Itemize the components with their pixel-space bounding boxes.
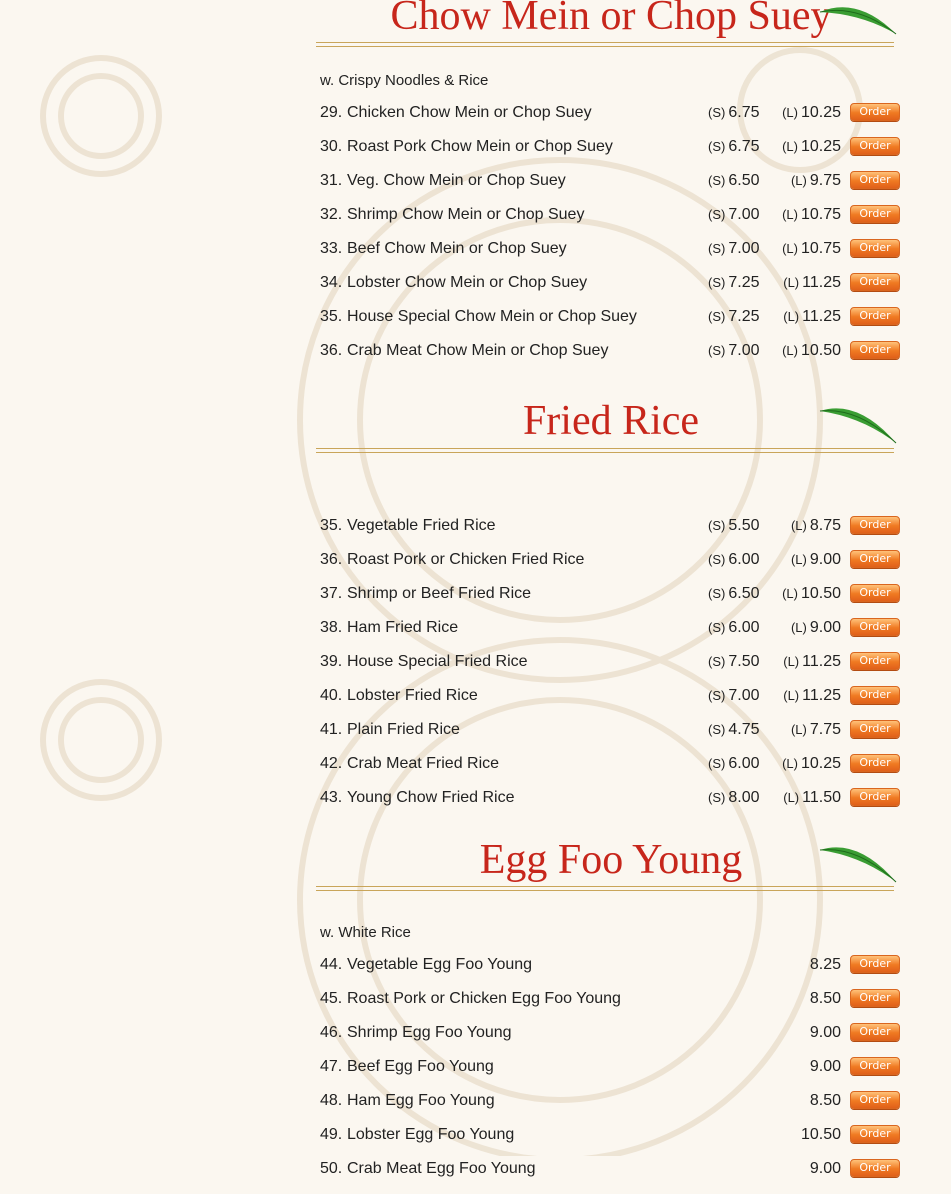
order-button[interactable]: Order [850, 171, 900, 189]
item-name: Vegetable Egg Foo Young [347, 956, 533, 973]
price-small-value: 7.00 [728, 240, 760, 257]
item-name: Chicken Chow Mein or Chop Suey [347, 104, 592, 121]
size-tag-large: (L) [790, 173, 807, 188]
price-large-value: 10.25 [800, 755, 841, 772]
size-tag-large: (L) [790, 722, 807, 737]
price-large [779, 721, 841, 739]
order-button[interactable]: Order [850, 955, 900, 973]
price-large [779, 517, 841, 535]
price-large-value: 9.75 [809, 172, 841, 189]
size-tag-small: (S) [708, 586, 726, 601]
item-number: 40. [320, 687, 343, 704]
section-subtitle: w. White Rice [320, 924, 411, 941]
size-tag-small: (S) [708, 654, 726, 669]
size-tag-large: (L) [783, 688, 800, 703]
item-number: 47. [320, 1058, 343, 1075]
bamboo-leaf-icon [818, 401, 898, 447]
item-number: 35. [320, 308, 343, 325]
menu-item-row [320, 653, 900, 687]
item-name: Crab Meat Fried Rice [347, 755, 500, 772]
menu-item-row [320, 138, 900, 172]
item-number: 43. [320, 789, 343, 806]
price-small [708, 619, 759, 637]
price-small [708, 342, 759, 360]
order-button[interactable]: Order [850, 137, 900, 155]
section-divider [316, 886, 894, 891]
menu-item-row [320, 104, 900, 138]
size-tag-large: (L) [783, 654, 800, 669]
item-number: 49. [320, 1126, 343, 1143]
item-name: Shrimp or Beef Fried Rice [347, 585, 532, 602]
size-tag-large: (L) [783, 275, 800, 290]
price-large [779, 789, 841, 807]
item-name: Crab Meat Egg Foo Young [347, 1160, 536, 1177]
size-tag-large: (L) [782, 105, 798, 120]
item-number: 41. [320, 721, 343, 738]
price-large-value: 10.75 [800, 206, 841, 223]
price-small [708, 240, 759, 258]
menu-item-row [320, 517, 900, 551]
bamboo-leaf-icon [818, 840, 898, 886]
price-large [779, 240, 841, 258]
price-large-value: 11.25 [802, 653, 841, 670]
price-small [708, 653, 759, 671]
section-chow-mein [316, 0, 906, 359]
price-small-value: 4.75 [728, 721, 760, 738]
size-tag-small: (S) [708, 688, 726, 703]
item-name: Young Chow Fried Rice [347, 789, 515, 806]
order-button[interactable]: Order [850, 989, 900, 1007]
price-large-value: 10.50 [800, 342, 841, 359]
item-name: Plain Fried Rice [347, 721, 460, 738]
size-tag-small: (S) [708, 518, 726, 533]
price-small [708, 789, 759, 807]
price-small [708, 308, 759, 326]
price-large-value: 11.50 [802, 789, 841, 806]
size-tag-large: (L) [790, 620, 807, 635]
order-button[interactable]: Order [850, 1057, 900, 1075]
item-name: Shrimp Egg Foo Young [347, 1024, 512, 1041]
price-small [708, 206, 759, 224]
size-tag-large: (L) [782, 139, 798, 154]
menu-item-row [320, 755, 900, 789]
order-button[interactable]: Order [850, 618, 900, 636]
order-button[interactable]: Order [850, 720, 900, 738]
item-name: Roast Pork or Chicken Egg Foo Young [347, 990, 621, 1007]
order-button[interactable]: Order [850, 652, 900, 670]
section-fried-rice [316, 397, 906, 806]
price-large-value: 11.25 [802, 308, 841, 325]
menu-item-row [320, 687, 900, 721]
price-small-value: 6.00 [728, 551, 760, 568]
size-tag-small: (S) [708, 241, 726, 256]
item-number: 36. [320, 551, 343, 568]
price-small-value: 6.75 [728, 138, 760, 155]
menu-item-row [320, 1092, 900, 1126]
price-small-value: 6.00 [728, 755, 760, 772]
item-number: 34. [320, 274, 343, 291]
item-name: Veg. Chow Mein or Chop Suey [347, 172, 566, 189]
price-small [708, 104, 759, 122]
size-tag-large: (L) [790, 552, 807, 567]
size-tag-large: (L) [782, 241, 798, 256]
price-small-value: 5.50 [728, 517, 760, 534]
item-price: 9.00 [809, 1024, 841, 1041]
price-small [708, 755, 759, 773]
price-small-value: 6.75 [728, 104, 760, 121]
price-small-value: 6.00 [728, 619, 760, 636]
price-large [779, 585, 841, 603]
item-name: Lobster Fried Rice [347, 687, 478, 704]
size-tag-large: (L) [783, 309, 800, 324]
order-button[interactable]: Order [850, 584, 900, 602]
price-small-value: 8.00 [728, 789, 760, 806]
size-tag-small: (S) [708, 105, 726, 120]
price-small-value: 7.50 [728, 653, 760, 670]
item-name: Lobster Chow Mein or Chop Suey [347, 274, 588, 291]
item-name: Ham Fried Rice [347, 619, 459, 636]
menu-item-row [320, 172, 900, 206]
size-tag-small: (S) [708, 139, 726, 154]
order-button[interactable]: Order [850, 1159, 900, 1177]
price-small-value: 7.00 [728, 206, 760, 223]
size-tag-small: (S) [708, 173, 726, 188]
price-large-value: 11.25 [802, 687, 841, 704]
size-tag-large: (L) [783, 790, 800, 805]
menu-item-row [320, 1058, 900, 1092]
menu-item-row [320, 206, 900, 240]
menu-item-row [320, 1126, 900, 1160]
item-price: 10.50 [800, 1126, 841, 1143]
menu-item-row [320, 789, 900, 823]
price-large [779, 551, 841, 569]
item-price: 9.00 [809, 1160, 841, 1177]
size-tag-small: (S) [708, 790, 726, 805]
item-number: 33. [320, 240, 343, 257]
price-large-value: 9.00 [809, 551, 841, 568]
item-name: Vegetable Fried Rice [347, 517, 496, 534]
menu-item-row [320, 585, 900, 619]
item-number: 44. [320, 956, 343, 973]
size-tag-large: (L) [790, 518, 807, 533]
menu-item-row [320, 956, 900, 990]
section-title: Egg Foo Young [479, 837, 743, 883]
item-name: Beef Egg Foo Young [347, 1058, 494, 1075]
size-tag-large: (L) [782, 586, 798, 601]
item-price: 8.50 [809, 990, 841, 1007]
price-small [708, 138, 759, 156]
price-large [779, 653, 841, 671]
order-button[interactable]: Order [850, 1125, 900, 1143]
price-large [779, 172, 841, 190]
item-name: Shrimp Chow Mein or Chop Suey [347, 206, 585, 223]
price-large [779, 308, 841, 326]
bamboo-leaf-icon [818, 0, 898, 38]
size-tag-large: (L) [782, 207, 798, 222]
price-small-value: 7.00 [728, 342, 760, 359]
menu-item-row [320, 342, 900, 376]
order-button[interactable]: Order [850, 788, 900, 806]
item-number: 37. [320, 585, 343, 602]
price-small [708, 687, 759, 705]
section-header [316, 397, 906, 445]
price-small [708, 517, 759, 535]
item-number: 46. [320, 1024, 343, 1041]
size-tag-small: (S) [708, 309, 726, 324]
item-number: 50. [320, 1160, 343, 1177]
order-button[interactable]: Order [850, 273, 900, 291]
price-large [779, 274, 841, 292]
price-large [779, 687, 841, 705]
item-name: Lobster Egg Foo Young [347, 1126, 515, 1143]
item-price: 8.50 [809, 1092, 841, 1109]
item-number: 39. [320, 653, 343, 670]
order-button[interactable]: Order [850, 205, 900, 223]
size-tag-small: (S) [708, 620, 726, 635]
price-large [779, 138, 841, 156]
menu-item-row [320, 551, 900, 585]
price-large-value: 8.75 [809, 517, 841, 534]
item-price: 8.25 [809, 956, 841, 973]
section-header [316, 836, 906, 884]
section-egg-foo-young [316, 836, 906, 1177]
item-number: 30. [320, 138, 343, 155]
item-name: Roast Pork or Chicken Fried Rice [347, 551, 585, 568]
order-button[interactable]: Order [850, 1023, 900, 1041]
price-large-value: 10.25 [800, 138, 841, 155]
item-number: 36. [320, 342, 343, 359]
order-button[interactable]: Order [850, 754, 900, 772]
order-button[interactable]: Order [850, 103, 900, 121]
item-name: Crab Meat Chow Mein or Chop Suey [347, 342, 609, 359]
price-small-value: 7.25 [728, 308, 760, 325]
item-name: Roast Pork Chow Mein or Chop Suey [347, 138, 613, 155]
price-small [708, 172, 759, 190]
price-large-value: 10.50 [800, 585, 841, 602]
order-button[interactable]: Order [850, 1091, 900, 1109]
price-large-value: 7.75 [809, 721, 841, 738]
size-tag-small: (S) [708, 756, 726, 771]
menu-item-row [320, 990, 900, 1024]
price-large-value: 10.25 [800, 104, 841, 121]
price-large-value: 11.25 [802, 274, 841, 291]
menu-item-row [320, 721, 900, 755]
size-tag-small: (S) [708, 275, 726, 290]
item-number: 48. [320, 1092, 343, 1109]
order-button[interactable]: Order [850, 550, 900, 568]
item-name: Ham Egg Foo Young [347, 1092, 495, 1109]
size-tag-large: (L) [782, 756, 798, 771]
item-number: 38. [320, 619, 343, 636]
item-name: Beef Chow Mein or Chop Suey [347, 240, 567, 257]
menu-item-row [320, 240, 900, 274]
price-small-value: 6.50 [728, 585, 760, 602]
price-large [779, 206, 841, 224]
price-large [779, 755, 841, 773]
price-large [779, 104, 841, 122]
item-number: 29. [320, 104, 343, 121]
item-number: 42. [320, 755, 343, 772]
item-number: 32. [320, 206, 343, 223]
menu-item-row [320, 308, 900, 342]
section-header [316, 0, 906, 40]
item-name: House Special Fried Rice [347, 653, 528, 670]
size-tag-small: (S) [708, 207, 726, 222]
menu-item-row [320, 1024, 900, 1058]
section-divider [316, 448, 894, 453]
order-button[interactable]: Order [850, 239, 900, 257]
section-subtitle: w. Crispy Noodles & Rice [320, 72, 489, 89]
order-button[interactable]: Order [850, 307, 900, 325]
price-large-value: 9.00 [809, 619, 841, 636]
price-small [708, 721, 759, 739]
price-small-value: 7.00 [728, 687, 760, 704]
price-large [779, 342, 841, 360]
price-small [708, 274, 759, 292]
price-small-value: 6.50 [728, 172, 760, 189]
item-number: 35. [320, 517, 343, 534]
size-tag-small: (S) [708, 552, 726, 567]
menu-item-row [320, 619, 900, 653]
item-price: 9.00 [809, 1058, 841, 1075]
item-number: 45. [320, 990, 343, 1007]
price-small [708, 585, 759, 603]
order-button[interactable]: Order [850, 341, 900, 359]
section-title: Chow Mein or Chop Suey [390, 0, 832, 39]
price-large [779, 619, 841, 637]
size-tag-large: (L) [782, 343, 798, 358]
price-small [708, 551, 759, 569]
menu-item-row [320, 1160, 900, 1194]
size-tag-small: (S) [708, 722, 726, 737]
order-button[interactable]: Order [850, 516, 900, 534]
item-name: House Special Chow Mein or Chop Suey [347, 308, 637, 325]
size-tag-small: (S) [708, 343, 726, 358]
price-large-value: 10.75 [800, 240, 841, 257]
menu-item-row [320, 274, 900, 308]
price-small-value: 7.25 [728, 274, 760, 291]
order-button[interactable]: Order [850, 686, 900, 704]
item-number: 31. [320, 172, 343, 189]
section-title: Fried Rice [522, 398, 700, 444]
section-divider [316, 42, 894, 47]
